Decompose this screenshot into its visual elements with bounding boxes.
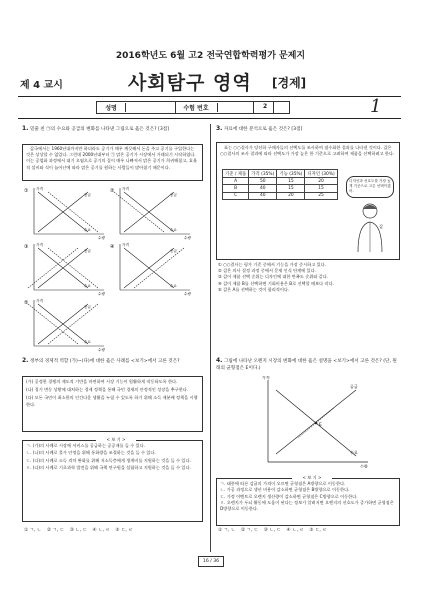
q3-cell: A	[223, 178, 249, 185]
q3-cell: 15	[305, 185, 337, 192]
info-box	[96, 101, 290, 114]
q4-equilibrium-point	[315, 422, 318, 425]
footer-total: 36	[213, 559, 220, 564]
q3-passage: 표는 ○○결사가 당선하 구매자들의 선택도를 조사하여 점수화한 결과를 나타낸 것이다. 갑은 ○○결사의 조사 결과에 따라 선택도가 가장 높은 한 기준으로 고려하여 제품을 선택하려고 한다.	[220, 145, 395, 157]
supply-label: 공급	[170, 193, 177, 197]
q3-cell: 40	[249, 192, 277, 199]
footer-page: 16	[202, 559, 209, 564]
q3-th-0: 기준 / 제품	[223, 170, 249, 178]
q1-option-chart-1[interactable]	[24, 184, 108, 240]
q2-item-c: (다) 모든 국민이 최소한의 인간다운 생활을 누릴 수 있도록 하기 위해 소득 재분배 정책을 시행한다.	[26, 395, 198, 407]
q4-bogi-title: < 보 기 >	[292, 475, 332, 481]
q3-speaker: 갑	[379, 224, 384, 229]
q2-item-a: (가) 공정한 경쟁의 제도적 기반을 마련하여 시장 기능이 원활하게 작동하도록 한다.	[26, 379, 178, 384]
exam-no-label: 수험 번호	[175, 103, 218, 112]
q3-cell: 25	[305, 192, 337, 199]
q4-choice-2[interactable]: ② ㄱ, ㄷ	[240, 528, 259, 533]
q1-option-chart-3[interactable]	[24, 240, 108, 296]
q1-option-chart-4[interactable]	[110, 240, 194, 296]
name-field[interactable]	[125, 102, 176, 113]
q1-option-chart-5[interactable]	[24, 296, 108, 352]
supply-label: 공급	[84, 249, 91, 253]
q3-speech-bubble: 디자인과 선호도를 가장 높게 기준으로 고른 선택이겠어.	[346, 176, 394, 198]
q3-cell: 15	[277, 185, 305, 192]
shifted-supply-curve	[48, 304, 98, 344]
q4-chart	[262, 376, 372, 468]
q4-arrow-d	[316, 408, 334, 423]
shifted-demand-curve	[114, 192, 164, 232]
q4-bogi-2: ㄴ. 가공 과정으로 생산 비용이 감소하면 균형점은 B방향으로 이동한다.	[220, 487, 350, 493]
q2-items-box	[22, 376, 203, 432]
name-label: 성명	[97, 103, 126, 112]
subject-title: 사회탐구 영역	[128, 72, 252, 94]
x-axis-label: 수량	[98, 292, 105, 296]
option-number: ④	[110, 244, 115, 250]
q3-prompt: 3. 자료에 대한 분석으로 옳은 것은? [3점]	[216, 125, 303, 132]
q2-choice-5[interactable]: ⑤ ㄷ, ㄹ	[115, 528, 133, 533]
q4-point-label: E	[319, 423, 322, 428]
q3-cell: B	[223, 185, 249, 192]
demand-label: 수요	[84, 228, 91, 232]
period-label: 제 4 교시	[20, 80, 63, 91]
q3-cell: 20	[277, 192, 305, 199]
subject-subtitle: [경제]	[272, 76, 307, 90]
q3-cell: C	[223, 192, 249, 199]
x-axis-label: 수량	[98, 348, 105, 352]
q4-bogi-1: ㄱ. 태풍에 따른 감귤의 가격이 오르면 균형점은 A방향으로 이동한다.	[220, 481, 346, 487]
q3-cell: 50	[249, 178, 277, 185]
q2-choice-1[interactable]: ① ㄱ, ㄴ	[24, 528, 42, 533]
shifted-demand-curve	[48, 192, 98, 232]
q2-choice-2[interactable]: ② ㄱ, ㄷ	[46, 528, 65, 533]
q4-choice-5[interactable]: ⑤ ㄷ, ㄹ	[309, 528, 327, 533]
page-footer: 16 / 36	[198, 556, 224, 567]
q3-choice-1[interactable]: ① ○○결사는 평가 기준 중에서 기능을 가장 중시하고 있다.	[218, 262, 326, 267]
y-axis-label: 가격	[122, 187, 129, 191]
q3-choices	[218, 262, 402, 293]
supply-label: 공급	[84, 305, 91, 309]
q2-bogi-2: ㄴ. (나)의 사례로 물가 안정을 위해 통화량을 조절하는 것을 들 수 있다.	[26, 450, 156, 456]
q2-bogi-1: ㄱ. (가)의 사례로 시장에 서비스를 공급하는 공공재를 들 수 있다.	[26, 443, 146, 449]
q2-bogi-title: < 보 기 >	[96, 437, 136, 443]
exam-title: 2016학년도 6월 고2 전국연합학력평가 문제지	[115, 51, 306, 61]
exam-no-value: 2	[263, 103, 268, 110]
supply-label: 공급	[84, 193, 91, 197]
x-axis-label: 수량	[98, 236, 105, 240]
y-axis-label: 가격	[36, 243, 43, 247]
q3-choice-4[interactable]: ④ 갑이 제품 B를 선택하면 기회비용은 B로 선택할 때보다 작다.	[218, 280, 334, 286]
q3-th-2: 기능 (35%)	[277, 170, 305, 178]
q1-prompt: 1. 밑줄 친 ㉠의 수요와 공급의 변화를 나타낸 그림으로 옳은 것은? [3점]	[22, 125, 170, 132]
header-rule	[18, 96, 401, 97]
q4-bogi-box	[216, 475, 400, 526]
supply-label: 공급	[170, 249, 177, 253]
x-axis-label: 수량	[184, 292, 191, 296]
y-axis-label: 가격	[122, 243, 129, 247]
q3-cell: 40	[249, 185, 277, 192]
option-number: ⑤	[24, 300, 29, 306]
demand-label: 수요	[170, 284, 177, 288]
q2-item-b: (나) 경기 변동 상황에 대처하는 경제 정책을 통해 국민 경제의 안정적인 성장을 추구한다.	[26, 387, 189, 393]
q4-xlabel: 수량	[360, 464, 368, 468]
q3-table	[222, 169, 338, 200]
q3-cell: 15	[277, 178, 305, 185]
q2-prompt: 2. 정부의 경제적 역할 (가)~(다)에 대한 옳은 사례를 <보기>에서 고른 것은?	[22, 357, 180, 364]
q2-bogi-4: ㄹ. (다)의 사례로 기초과학 발전을 위해 국책 연구원을 설립하고 지원하는 것을 들 수 있다.	[26, 464, 191, 470]
demand-label: 수요	[170, 228, 177, 232]
option-number: ①	[24, 188, 29, 194]
shifted-supply-curve	[134, 248, 184, 288]
q4-demand-label: 수요	[350, 450, 358, 455]
q4-choices	[218, 528, 402, 535]
q1-passage: 갑국에서는 1960년대까지만 하더라도 공기가 매우 깨끗해서 돈을 주고 공기를 구입한다는 것은 상상할 수 없었다. 그런데 2000년대부터 ㉠ 맑은 공기가 시장에서 거래되기 시작하였다. 이는 공업화 과정에서 대기 오염으로 공기의 질이 매우 나빠져서 맑은 공기가 희귀해졌고, 효율적 설비와 식이 늘어난에 따라 맑은 공기를 원하는 사람들이 많아졌기 때문이다.	[22, 144, 203, 181]
demand-label: 수요	[84, 340, 91, 344]
x-axis-label: 수량	[184, 236, 191, 240]
q2-choice-3[interactable]: ③ ㄴ, ㄷ	[69, 528, 88, 533]
q1-option-chart-2[interactable]	[110, 184, 194, 240]
shifted-demand-curve	[48, 248, 98, 288]
page-number: 1	[370, 96, 382, 117]
q3-th-3: 디자인 (30%)	[305, 170, 337, 178]
exam-no-field[interactable]	[217, 102, 289, 113]
q4-bogi-4: ㄹ. 오렌지가 두뇌 활동에 도움이 된다는 정보가 알려지면 오렌지의 선호도가 증가하면 균형점은 D방향으로 이동한다.	[220, 499, 394, 512]
q2-bogi-box	[22, 437, 203, 522]
demand-label: 수요	[84, 284, 91, 288]
y-axis-label: 가격	[36, 187, 43, 191]
option-number: ③	[24, 244, 29, 250]
q4-bogi-3: ㄷ. 가정 이벤트로 오렌지 생산량이 감소하면 균형점은 C방향으로 이동한다.	[220, 493, 358, 499]
q3-cell: 20	[305, 178, 337, 185]
q4-choice-3[interactable]: ③ ㄴ, ㄷ	[263, 528, 282, 533]
option-number: ②	[110, 188, 115, 194]
q4-choice-1[interactable]: ① ㄱ, ㄴ	[218, 528, 236, 533]
q3-choice-2[interactable]: ② 갑은 의사 결정 과정 중에서 문제 인식 단계에 있다.	[218, 268, 316, 274]
q3-choice-3[interactable]: ③ 갑이 제품 선택 순위는 디자인에 대한 만족도 순위와 같다.	[218, 274, 329, 280]
header-rule-2	[18, 118, 401, 119]
q4-arrow-a	[298, 423, 316, 438]
q2-bogi-3: ㄷ. (다)의 사례로 소득 격차 완화를 위해 저소득층에게 생계비를 지원하는 것을 들 수 있다.	[26, 457, 191, 463]
q3-choice-5[interactable]: ⑤ 갑은 A를 선택하는 것이 합리적이다.	[218, 286, 290, 292]
q4-choice-4[interactable]: ④ ㄴ, ㄹ	[286, 528, 304, 533]
q2-choices	[24, 528, 208, 535]
q4-supply-label: 공급	[350, 384, 358, 389]
column-divider	[210, 124, 211, 552]
shifted-demand-curve	[28, 304, 78, 344]
q2-choice-4[interactable]: ④ ㄴ, ㄹ	[92, 528, 110, 533]
shifted-supply-curve	[28, 248, 78, 288]
q4-ylabel: 가격	[262, 376, 270, 380]
q3-th-1: 가격 (35%)	[249, 170, 277, 178]
y-axis-label: 가격	[36, 299, 43, 303]
q4-prompt: 4. 그림에 나타난 오렌지 시장의 변화에 대한 옳은 설명을 <보기>에서 고른 것은? (단, 원래의 균형점은 E이다.)	[216, 357, 397, 371]
